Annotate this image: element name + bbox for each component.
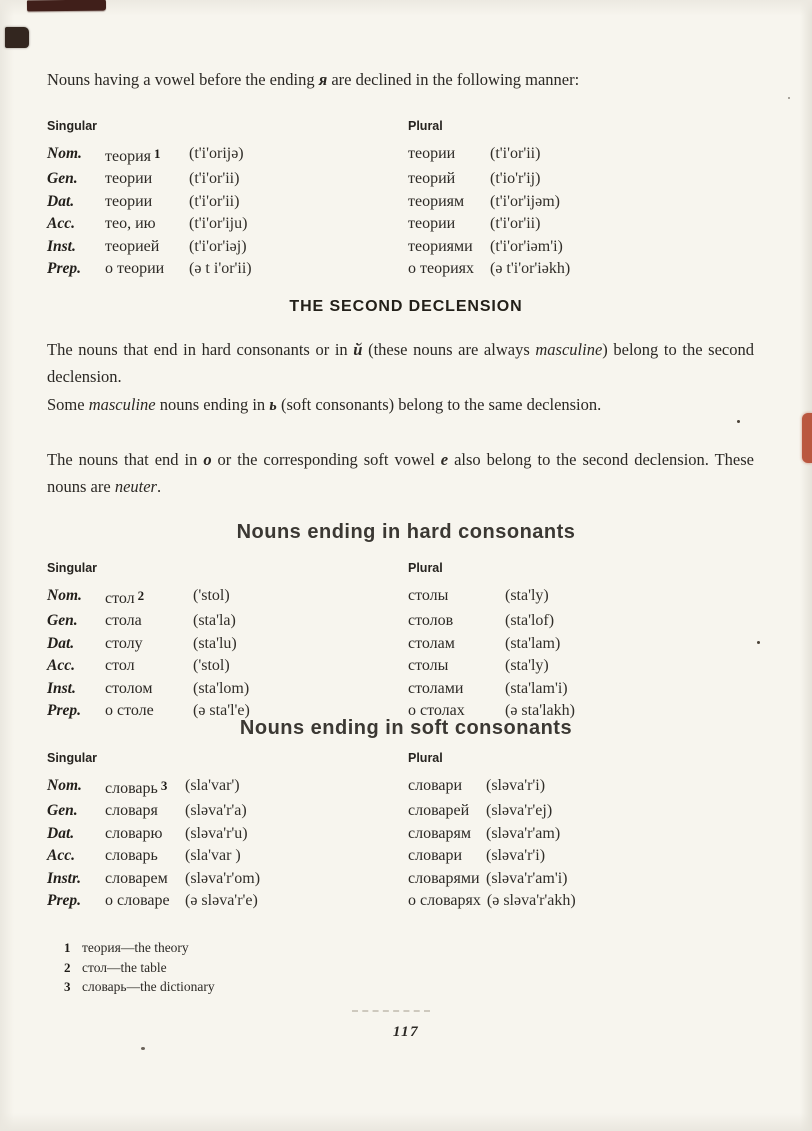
footnote-ref: 1 (154, 146, 161, 161)
footnotes (64, 938, 215, 997)
singular-label: Singular (47, 751, 98, 765)
russian-word: о теории (105, 260, 165, 278)
declension-row (47, 655, 765, 677)
russian-word: теории (105, 192, 153, 210)
plural-russian-word: теорий (408, 170, 456, 188)
plural-russian-word: столов (408, 612, 454, 630)
text-segment: The nouns that end in (47, 450, 204, 469)
plural-russian-word: теориями (408, 237, 473, 255)
declension-row (47, 610, 765, 632)
singular-label: Singular (47, 561, 98, 575)
plural-pronunciation: (ə t'i'or'iəkh) (490, 260, 571, 278)
paragraph-soft-sign (47, 391, 754, 418)
text-segment: (these nouns are always (362, 340, 536, 359)
text-segment: The nouns that end in hard consonants or in (47, 340, 354, 359)
word-cell (105, 823, 185, 845)
plural-russian-word: о словарях (408, 892, 481, 910)
declension-row (47, 585, 765, 610)
case-label: Prep. (47, 702, 82, 720)
plural-pronunciation: (sləva'r'am'i) (486, 869, 568, 887)
scan-artifact-left-blob (5, 27, 29, 48)
plural-russian-word: столам (408, 634, 455, 652)
plural-pronunciation: (t'i'or'ijəm) (490, 192, 560, 210)
plural-russian-word: словарей (408, 802, 470, 820)
word-cell (105, 800, 185, 822)
word-cell (105, 678, 193, 700)
russian-word: столу (105, 634, 143, 652)
case-label: Inst. (47, 237, 76, 255)
plural-pronunciation: (sləva'r'am) (486, 824, 561, 842)
russian-word: столом (105, 679, 153, 697)
russian-word: теорией (105, 237, 160, 255)
footnote-text: словарь—the dictionary (82, 979, 215, 994)
word-cell (105, 143, 189, 168)
declension-row (47, 191, 765, 213)
plural-pronunciation: (sta'ly) (505, 657, 549, 675)
word-cell (105, 868, 185, 890)
footnote-number: 3 (64, 979, 71, 994)
word-cell (105, 775, 185, 800)
footnote-number: 1 (64, 940, 71, 955)
pronunciation: (sla'var') (185, 777, 240, 794)
pronunciation: (ə t i'or'ii) (189, 260, 252, 278)
text-segment: are declined in the following manner: (327, 70, 580, 89)
text-segment: Nouns having a vowel before the ending (47, 70, 319, 89)
plural-pronunciation: (ə sta'lakh) (505, 702, 575, 720)
russian-letter: я (318, 70, 328, 89)
plural-pronunciation: (sta'lof) (505, 612, 555, 630)
plural-russian-word: словари (408, 847, 463, 865)
case-label: Prep. (47, 892, 82, 910)
word-cell (105, 191, 189, 213)
word-cell (105, 610, 193, 632)
column-labels (47, 750, 765, 766)
declension-row (47, 236, 765, 258)
plural-pronunciation: (ə sləva'r'akh) (486, 892, 576, 910)
word-cell (105, 585, 193, 610)
plural-pronunciation: (t'i'or'iəm'i) (490, 237, 563, 255)
footnote-text: стол—the table (82, 959, 167, 975)
paragraph-neuter (47, 446, 754, 500)
pronunciation: (sla'var ) (185, 847, 241, 865)
emphasis-text: neuter (114, 477, 157, 496)
scan-artifact-right-red-mark (802, 413, 812, 463)
case-label: Instr. (47, 869, 82, 887)
russian-word: словарь (105, 780, 158, 797)
word-cell (105, 890, 185, 912)
russian-letter: о (203, 450, 212, 469)
declension-row (47, 845, 765, 867)
word-cell (105, 236, 189, 258)
declension-row (47, 258, 765, 280)
word-cell (105, 213, 189, 235)
plural-russian-word: столами (408, 679, 464, 697)
plural-pronunciation: (sta'ly) (505, 587, 549, 604)
plural-pronunciation: (sta'lam'i) (505, 679, 568, 697)
emphasis-text: masculine (88, 395, 156, 414)
text-segment: also belong to the second declension. These nouns are (47, 450, 754, 496)
russian-word: о столе (105, 702, 154, 720)
plural-russian-word: теории (408, 145, 456, 162)
pronunciation: ('stol) (193, 587, 230, 604)
text-segment: or the corresponding soft vowel (211, 450, 441, 469)
text-segment: ) belong to the second declension. (47, 340, 754, 386)
pronunciation: (sləva'r'u) (185, 824, 248, 842)
russian-letter: е (440, 450, 449, 469)
word-cell (105, 845, 185, 867)
scan-artifact-top-bar (27, 0, 106, 11)
case-label: Acc. (47, 847, 75, 865)
hard-consonants-table (47, 560, 765, 722)
plural-pronunciation: (sləva'r'i) (486, 847, 546, 865)
case-label: Acc. (47, 215, 75, 233)
second-declension-heading: THE SECOND DECLENSION (289, 298, 523, 315)
pronunciation: (t'i'or'iju) (189, 215, 248, 233)
declension-row (47, 678, 765, 700)
plural-label: Plural (408, 751, 443, 765)
case-label: Dat. (47, 192, 75, 210)
text-segment: . (156, 477, 162, 496)
plural-russian-word: столы (408, 587, 449, 604)
case-label: Acc. (47, 657, 75, 675)
singular-label: Singular (47, 119, 98, 133)
footnote-text: теория—the theory (82, 940, 189, 955)
case-label: Dat. (47, 824, 75, 842)
declension-row (47, 823, 765, 845)
word-cell (105, 655, 193, 677)
plural-russian-word: теории (408, 215, 456, 233)
case-label: Inst. (47, 679, 76, 697)
pronunciation: (sləva'r'om) (185, 869, 261, 887)
russian-word: теория (105, 148, 152, 165)
declension-row (47, 168, 765, 190)
pronunciation: (ə sta'l'e) (193, 702, 250, 720)
footnote (64, 938, 215, 958)
footnote-number: 2 (64, 959, 71, 975)
russian-word: словаря (105, 802, 158, 820)
word-cell (105, 258, 189, 280)
scan-speck (788, 97, 790, 99)
case-label: Gen. (47, 802, 78, 820)
first-declension-table (47, 118, 765, 280)
column-labels (47, 560, 765, 576)
footnote-ref: 3 (160, 778, 168, 793)
case-label: Gen. (47, 612, 78, 630)
plural-russian-word: словари (408, 777, 463, 794)
plural-pronunciation: (t'i'or'ii) (490, 145, 541, 162)
plural-russian-word: словарям (408, 824, 472, 842)
declension-row (47, 800, 765, 822)
footnote (64, 958, 215, 978)
russian-word: словарь (105, 847, 158, 865)
scan-artifact-smudge (352, 1010, 430, 1012)
russian-word: о словаре (105, 892, 170, 910)
text-segment: nouns ending in (155, 395, 270, 414)
plural-russian-word: о теориях (408, 260, 475, 278)
plural-pronunciation: (sləva'r'ej) (486, 802, 553, 820)
hard-consonants-heading: Nouns ending in hard consonants (236, 521, 576, 543)
text-segment: (soft consonants) belong to the same declension. (276, 395, 602, 414)
russian-word: словарю (105, 824, 163, 842)
declension-row (47, 775, 765, 800)
footnote-ref: 2 (137, 588, 145, 603)
pronunciation: ('stol) (193, 657, 230, 675)
pronunciation: (t'i'or'ii) (189, 170, 240, 188)
pronunciation: (sta'lom) (193, 679, 250, 697)
case-label: Nom. (47, 777, 82, 794)
word-cell (105, 168, 189, 190)
word-cell (105, 633, 193, 655)
declension-row (47, 890, 765, 912)
plural-label: Plural (408, 561, 443, 575)
plural-pronunciation: (t'i'or'ii) (490, 215, 541, 233)
plural-pronunciation: (t'io'r'ij) (490, 170, 541, 188)
footnote (64, 977, 215, 997)
plural-russian-word: о столах (408, 702, 465, 720)
russian-letter: ь (269, 395, 277, 414)
plural-pronunciation: (sta'lam) (505, 634, 561, 652)
pronunciation: (t'i'orijə) (189, 145, 244, 162)
scan-speck (141, 1047, 145, 1050)
case-label: Dat. (47, 634, 75, 652)
pronunciation: (sta'la) (193, 612, 236, 630)
soft-consonants-table (47, 750, 765, 912)
plural-russian-word: словарями (408, 869, 480, 887)
plural-russian-word: столы (408, 657, 449, 675)
plural-russian-word: теориям (408, 192, 465, 210)
case-label: Gen. (47, 170, 78, 188)
plural-pronunciation: (sləva'r'i) (486, 777, 546, 794)
russian-word: стол (105, 590, 135, 607)
declension-row (47, 143, 765, 168)
case-label: Nom. (47, 587, 82, 604)
pronunciation: (sta'lu) (193, 634, 237, 652)
case-label: Nom. (47, 145, 82, 162)
scan-speck (737, 420, 740, 423)
russian-word: теории (105, 170, 153, 188)
russian-word: тео, ию (105, 215, 156, 233)
declension-row (47, 633, 765, 655)
declension-row (47, 213, 765, 235)
column-labels (47, 118, 765, 134)
pronunciation: (t'i'or'ii) (189, 192, 240, 210)
page-number: 117 (392, 1024, 420, 1040)
pronunciation: (t'i'or'iəj) (189, 237, 247, 255)
emphasis-text: masculine (535, 340, 603, 359)
paragraph-hard-consonants (47, 336, 754, 390)
russian-word: стол (105, 657, 135, 675)
russian-word: стола (105, 612, 142, 630)
pronunciation: (sləva'r'a) (185, 802, 247, 820)
plural-label: Plural (408, 119, 443, 133)
intro-paragraph (47, 66, 754, 93)
pronunciation: (ə sləva'r'e) (185, 892, 258, 910)
russian-word: словарем (105, 869, 168, 887)
text-segment: Some (47, 395, 89, 414)
case-label: Prep. (47, 260, 82, 278)
russian-letter: й (353, 340, 363, 359)
soft-consonants-heading: Nouns ending in soft consonants (239, 717, 573, 739)
declension-row (47, 868, 765, 890)
